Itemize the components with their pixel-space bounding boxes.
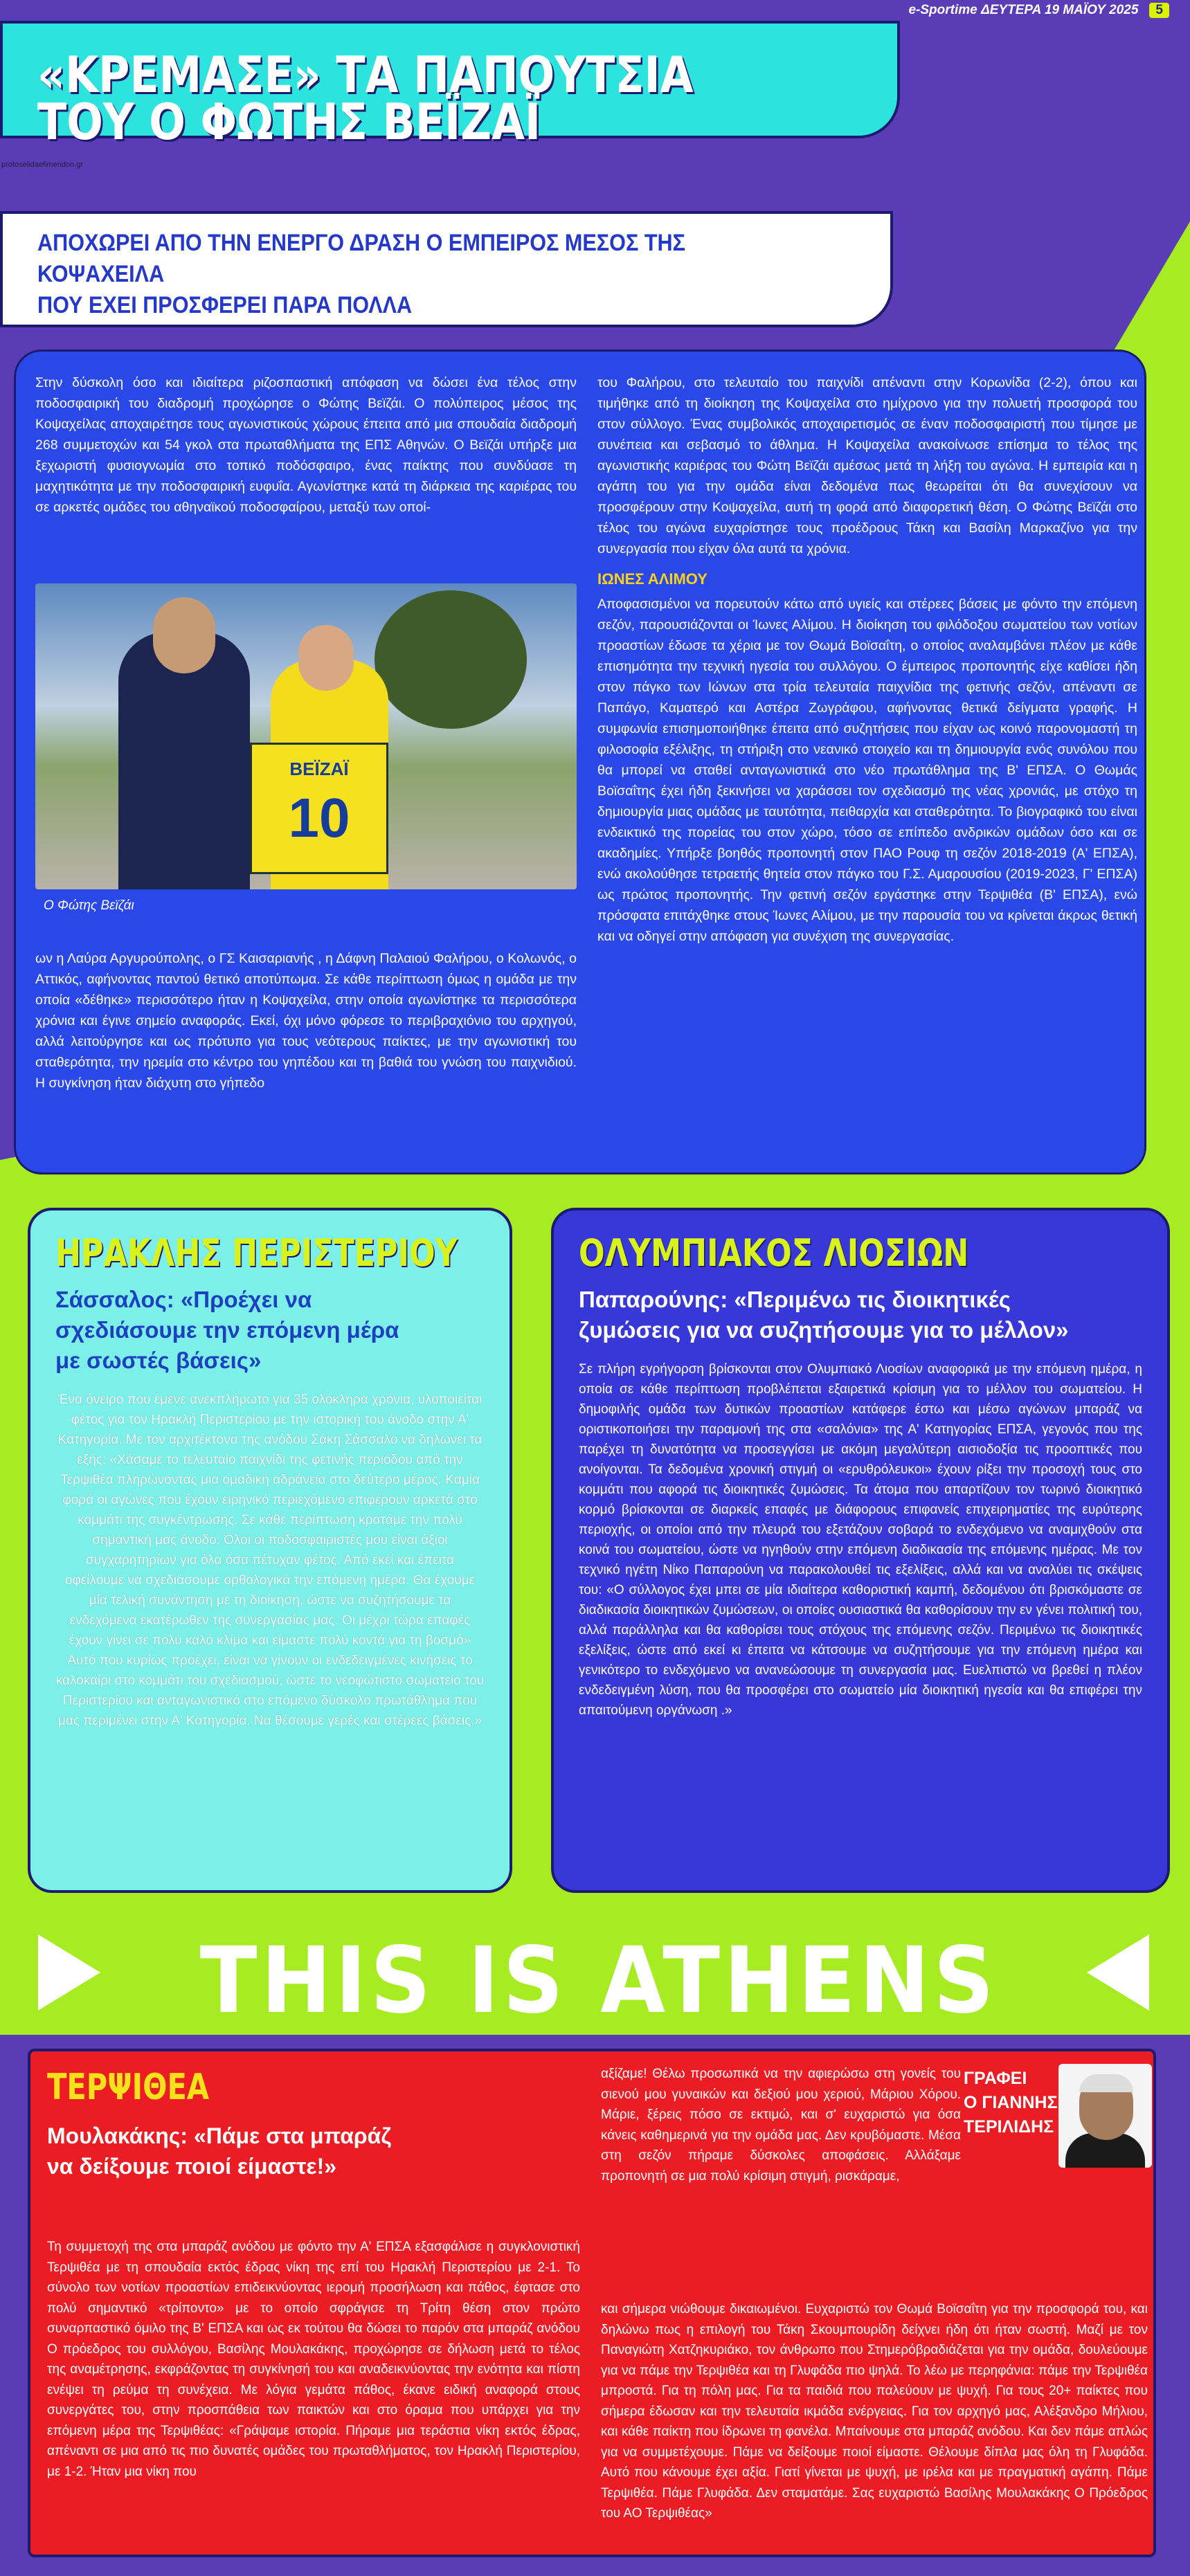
author-label: ΓΡΑΦΕΙ Ο ΓΙΑΝΝΗΣ ΤΕΡΙΛΙΔΗΣ	[964, 2069, 1058, 2137]
page-title: «ΚΡΕΜΑΣΕ» ΤΑ ΠΑΠΟΥΤΣΙΑ ΤΟΥ Ο ΦΩΤΗΣ ΒΕΪΖΑΪ	[37, 46, 694, 151]
banner-text: THIS IS ATHENS	[199, 1928, 998, 2034]
olympiakos-body: Σε πλήρη εγρήγορση βρίσκονται στον Ολυμπιακό Λιοσίων αναφορικά με την επόμενη ημέρα, η οποία σε κάθε περίπτωση προβλέπεται εξαιρετικά κρίσιμη για το μέλλον του σωματείου. Η δημοφιλής ομάδα των δυτικών προαστίων κατάφερε έστω και μέσω αγώνων μπαράζ να οριστικοποιήσει την παραμονή της στα «σαλόνια» της Α' Κατηγορίας ΕΠΣΑ, γεγονός που της παρέχει τη δυνατότητα να προσεγγίσει με ακόμη μεγαλύτερη αισιοδοξία τις προοπτικές που ανοίγονται. Τα δεδομένα χρονική στιγμή οι «ερυθρόλευκοι» έχουν ρίξει την προσοχή τους στο κομμάτι που αφορά τις διοικητικές ζυμώσεις. Τα άτομα που απαρτίζουν τον τωρινό διοικητικό κορμό βρίσκονται σε διαρκείς επαφές με διάφορους επιφανείς επιχειρηματίες της ευρύτερης περιοχής, οι οποίοι από την πλευρά του εξετάζουν σοβαρά το ενδεχόμενο να αναμιχθούν στα κοινά του σωματείου, ώστε να ηγηθούν στην επόμενη διαδικασία της επόμενης ημέρας. Με τον τεχνικό ηγέτη Νίκο Παπαρούνη να παρακολουθεί τις εξελίξεις, αλλά και να αναλύει τις σκέψεις του: «Ο σύλλογος έχει μπει σε μία ιδιαίτερα καθοριστική καμπή, δεδομένου ότι βρισκόμαστε σε διαδικασία διοικητικών ζυμώσεων, οι οποίες ουσιαστικά θα καθορίσουν την εν γένει πολιτική του, αλλά παράλληλα και θα καθορίσει τους στόχους της επόμενης σεζόν. Περιμένω τις διοικητικές εξελίξεις, ώστε από εκεί κι έπειτα να κάτσουμε να συζητήσουμε για την επόμενη ημέρα και γενικότερο το ενδεχόμενο να ανανεώσουμε τη συνεργασία μας. Ευελπιστώ να βρεθεί η πλέον ενδεδειγμένη λύση, που θα προσφέρει στο σωματείο μία διοικητική ηγεσία και θα επιφέρει την απαιτούμενη οργάνωση .»	[579, 1362, 1142, 1718]
page-number: 5	[1149, 3, 1169, 18]
author-block	[958, 2064, 1152, 2289]
olympiakos-team-title: ΟΛΥΜΠΙΑΚΟΣ ΛΙΟΣΙΩΝ	[579, 1231, 969, 1275]
photo-person-left-head	[153, 597, 215, 673]
terpsithea-column-2: αξίζαμε! Θέλω προσωπικά να την αφιερώσω στη γονείς του σιενού μου γυναικών και δεξιού μου χεριού, Μάριου Χόρου. Μάριε, ξέρεις πόσο σε εκτιμώ, και σ' ευχαριστώ για όσα κάνεις καθημερινά για την ομάδα μας. Δεν κρυβόμαστε. Μέσα στη σεζόν πήραμε δύσκολες αποφάσεις. Αλλάξαμε προπονητή σε μια πολύ κρίσιμη στιγμή, ρισκάραμε,	[601, 2067, 961, 2184]
heraklis-box	[28, 1208, 512, 1893]
terpsithea-headline: Μουλακάκης: «Πάμε στα μπαράζ να δείξουμε ποιοί είμαστε!»	[47, 2123, 392, 2179]
olympiakos-box	[551, 1208, 1170, 1893]
title-box	[0, 21, 900, 151]
jersey-name: ΒΕΪΖΑΪ	[289, 759, 349, 779]
photo-tree	[375, 590, 527, 729]
page-header	[0, 0, 1190, 21]
triangle-right-icon	[1087, 1934, 1149, 2011]
photo-person-right-head	[298, 625, 354, 691]
article-column-2	[597, 372, 1137, 947]
article-column-2-bottom: Αποφασισμένοι να πορευτούν κάτω από υγιείς και στέρεες βάσεις με φόντο την επόμενη σεζόν, παρουσιάζονται οι Ίωνες Αλίμου. Η διοίκηση του φιλόδοξου σωματείου των νοτίων προαστίων έδωσε τα χέρια με τον Θωμά Βοϊσαΐτη, ο οποίος αναλαμβάνει πλέον με κάθε επισημότητα την τεχνική ηγεσία του συλλόγου. Ο έμπειρος προπονητής είχε καθίσει ήδη στον πάγκο των Ιώνων στα τρία τελευταία παιχνίδια της φετινής σεζόν, απέναντι σε Παπάγο, Καματερό και Αστέρα Ζωγράφου, αφήνοντας θετικά δείγματα γραφής. Η συμφωνία επισημοποιήθηκε έπειτα από συζητήσεις που είχαν ως κοινό παρονομαστή τη φιλοσοφία εξέλιξης, τη στήριξη στο νεανικό στοιχείο και τη δημιουργία ενός συνόλου που θα μπορεί να σταθεί ανταγωνιστικά στο νέο πρωτάθλημα της Β' ΕΠΣΑ. Ο Θωμάς Βοϊσαΐτης έχει ήδη ξεκινήσει να χαράσσει τον σχεδιασμό της νέας χρονιάς, με στόχο τη δημιουργία μιας ομάδας με ταυτότητα, πειθαρχία και σταθερότητα. Το βιογραφικό του είναι ενδεικτικό της πορείας του στον χώρο, τόσο σε επίπεδο ανδρικών ομάδων όσο και σε ακαδημίες. Υπήρξε βοηθός προπονητή στον ΠΑΟ Ρουφ τη σεζόν 2018-2019 (Α' ΕΠΣΑ), ενώ ακολούθησε τετραετής θητεία στον πάγκο του Γ.Σ. Αμαρουσίου (2019-2023, Γ' ΕΠΣΑ) ως πρώτος προπονητής. Την φετινή σεζόν εργάστηκε στην Τερψιθέα (Β' ΕΠΣΑ), ενώ πρόσφατα επιτάχθηκε στους Ίωνες Αλίμου, με την παρουσία του να κρίνεται άκρως θετική και να οδηγεί στην απόφαση για συνέχιση της συνεργασίας.	[597, 597, 1137, 944]
photo-caption: Ο Φώτης Βεϊζάι	[44, 898, 134, 913]
subtitle-box	[0, 211, 893, 327]
heraklis-team-title: ΗΡΑΚΛΗΣ ΠΕΡΙΣΤΕΡΙΟΥ	[55, 1231, 458, 1275]
jersey-number: 10	[288, 787, 350, 849]
triangle-left-icon	[38, 1934, 100, 2011]
section-subheading: ΙΩΝΕΣ ΑΛΙΜΟΥ	[597, 570, 707, 588]
heraklis-body: Ένα όνειρο που έμενε ανεκπλήρωτο για 35 ολόκληρα χρόνια, υλοποιείται φέτος για τον Ηρακλή Περιστερίου με την ιστορική του άνοδο στην Α' Κατηγορία. Με τον αρχιτέκτονα της ανόδου Σάκη Σάσσαλο να δηλώνει τα εξής: «Χάσαμε το τελευταίο παιχνίδι της φετινής περιόδου από την Τερψιθέα πληρώνοντας μια ομαδική αδράνεια στο δεύτερο μέρος. Καμία φορά οι αγώνες που έχουν ειρηνικό περιεχόμενο επιφέρουν αρκετά στο κομμάτι της συγκέντρωσης. Σε κάθε περίπτωση κρατάμε την πολύ σημαντική μας άνοδο. Όλοι οι ποδοσφαιριστές μου είναι άξιοι συγχαρητηρίων για όλα όσα πέτυχαν φέτος. Από εκεί και έπειτα οφείλουμε να σχεδιάσουμε ορθολογικά την επόμενη ημέρα. Θα έχουμε μία τελική συνάντηση με τη διοίκηση, ώστε να συζητήσουμε τα ενδεχόμενα εκατέρωθεν της συνεργασίας μας. Οι μέχρι τώρα επαφές έχουν γίνει σε πολύ καλό κλίμα και είμαστε πολύ κοντά για τη βοσμό» Αυτό που κυρίως προέχει, είναι να γίνουν οι ενδεδειγμένες κινήσεις το καλοκαίρι στο κομμάτι του σχεδιασμού, ώστε το νεοφώτιστο σωματείο του Περιστερίου και ανταγωνιστικό στο επόμενο δύσκολο πρωτάθλημα που μας περιμένει στην Α' Κατηγορία. Να θέσουμε γερές και στέρεες βάσεις.»	[55, 1393, 485, 1728]
heraklis-headline: Σάσσαλος: «Προέχει να σχεδιάσουμε την επόμενη μέρα με σωστές βάσεις»	[55, 1287, 399, 1373]
terpsithea-team-title: ΤΕΡΨΙΘΕΑ	[47, 2067, 210, 2108]
terpsithea-box	[28, 2049, 1156, 2557]
article-column-2-top: του Φαλήρου, στο τελευταίο του παιχνίδι απέναντι στην Κορωνίδα (2-2), όπου και τιμήθηκε από τη διοίκηση της Κοψαχείλα στο ημίχρονο για την πολυετή προσφορά του στον σύλλογο. Ένας συμβολικός αποχαιρετισμός σε έναν ποδοσφαιριστή που τίμησε με συνέπεια και σεβασμό το άθλημα. Η Κοψαχείλα ανακοίνωσε επίσημα το τέλος της αγωνιστικής καριέρας του Φώτη Βεϊζάι αμέσως μετά τη λήξη του αγώνα. Η εμπειρία και η αγάπη του για την ομάδα είναι δεδομένα πως θεωρείται ότι θα συνεχίσουν να προσφέρουν στην Κοψαχείλα, αυτή τη φορά από διαφορετική θέση. Ο Φώτης Βεϊζάι στο τέλος του αγώνα ευχαρίστησε τους προέδρους Τάκη και Βασίλη Μαρκαζίνο για την συνεργασία που είχαν όλα αυτά τα χρόνια.	[597, 375, 1137, 556]
article-photo	[35, 583, 577, 889]
terpsithea-column-3: και σήμερα νιώθουμε δικαιωμένοι. Ευχαριστώ τον Θωμά Βοϊσαΐτη για την προσφορά του, και δηλώνω πως η επιλογή του Τάκη Σκουμπουρίδη δείχνει ήδη ότι ήταν σωστή. Μαζί με τον Παναγιώτη Χατζηκυριάκο, τον άνθρωπο που Στημερόβραδιάζεται για την ομάδα, δουλεύουμε για να πάμε την Τερψιθέα και τη Γλυφάδα πιο ψηλά. Το λέω με περηφάνια: πάμε την Τερψιθέα μπροστά. Για τη πόλη μας. Για τα παιδιά που παλεύουν με ψυχή. Για τους 20+ παίκτες που σήμερα έδωσαν και την τελευταία ικμάδα ενέργειας. Για τον αρχηγό μας, Αλέξανδρο Μήλιου, και κάθε παίκτη που ίδρωνει τη φανέλα. Μπαίνουμε στα μπαράζ ανόδου. Και δεν πάμε απλώς για να συμμετέχουμε. Πάμε να δείξουμε ποιοί είμαστε. Θέλουμε δίπλα μας όλη τη Γλυφάδα. Αυτό που κάνουμε έχει αξία. Γιατί γίνεται με ψυχή, με ιρέλα και με πραγματική αγάπη. Πάμε Τερψιθέα. Πάμε Γλυφάδα. Δεν σταματάμε. Σας ευχαριστώ Βασίλης Μουλακάκης Ο Πρόεδρος του ΑΟ Τερψιθέας»	[601, 2302, 1148, 2521]
page-subtitle: ΑΠΟΧΩΡΕΙ ΑΠΟ ΤΗΝ ΕΝΕΡΓΟ ΔΡΑΣΗ Ο ΕΜΠΕΙΡΟΣ ΜΕΣΟΣ ΤΗΣ ΚΟΨΑΧΕΙΛΑ ΠΟΥ ΕΧΕΙ ΠΡΟΣΦΕΡΕΙ ΠΑΡΑ ΠΟΛΛΑ	[37, 230, 685, 318]
olympiakos-headline: Παπαρούνης: «Περιμένω τις διοικητικές ζυμώσεις για να συζητήσουμε για το μέλλον»	[579, 1287, 1069, 1343]
photo-jersey	[250, 743, 388, 874]
author-hair	[1079, 2074, 1133, 2092]
author-photo	[1058, 2064, 1152, 2168]
terpsithea-column-1: Τη συμμετοχή της στα μπαράζ ανόδου με φόντο την Α' ΕΠΣΑ εξασφάλισε η συγκλονιστική Τερψιθέα με τη σπουδαία εκτός έδρας νίκη της επί του Ηρακλή Περιστερίου με 2-1. Το σύνολο των νοτίων προαστίων επιδεικνύοντας ιερομή προσήλωση και πάθος, έφτασε στο πολύ σημαντικό «τρίποντο» με το οποίο σφράγισε τη Τρίτη θέση στον πρώτο συναρπαστικό όμιλο της Β' ΕΠΣΑ και ως εκ τούτου θα δώσει το παρόν στα μπαράζ ανόδου Ο πρόεδρος του συλλόγου, Βασίλης Μουλακάκης, προχώρησε σε δήλωση μετά το τέλος της αναμέτρησης, εκφράζοντας τη συγκίνησή του και αναδεικνύοντας την ενότητα και πίστη ενέψει τη ρεύμα τη συνέχεια. Με λόγια γεμάτα πάθος, έκανε ειδική αναφορά στους συνεργάτες του, στην προσπάθεια των παικτών και στο όραμα που υπάρχει για την επόμενη μέρα της Τερψιθέας: «Γράψαμε ιστορία. Πήραμε μια τεράστια νίκη εκτός έδρας, απέναντι σε μια από τις πιο δυνατές ομάδες του πρωταθλήματος, τον Ηρακλή Περιστερίου, με 1-2. Ήταν μια νίκη που	[47, 2240, 580, 2479]
article-column-1-bottom: ων η Λαύρα Αργυρούπολης, ο ΓΣ Καισαριανής , η Δάφνη Παλαιού Φαλήρου, ο Κολωνός, ο Αττικός, αφήνοντας παντού θετικό αποτύπωμα. Σε κάθε περίπτωση όμως η ομάδα με την οποία «δέθηκε» περισσότερο ήταν η Κοψαχείλα, στην οποία αγωνίστηκε τα περισσότερα χρόνια και έγινε σημείο αναφοράς. Εκεί, όχι μόνο φόρεσε το περιβραχιόνιο του αρχηγού, αλλά λειτούργησε και ως πρότυπο για τους νεότερους παίκτες, με την αγωνιστική του σταθερότητα, την ηρεμία στο κέντρο του γηπέδου και τη βαθιά του γνώση του παιχνιδιού. Η συγκίνηση ήταν διάχυτη στο γήπεδο	[35, 951, 577, 1091]
paper-name-date: e-Sportime ΔΕΥΤΕΡΑ 19 ΜΑΪΟΥ 2025	[908, 3, 1139, 17]
watermark: protoselidaefimeridon.gr	[1, 161, 84, 169]
this-is-athens-banner	[0, 1928, 1190, 2034]
article-column-1-top: Στην δύσκολη όσο και ιδιαίτερα ριζοσπαστική απόφαση να δώσει ένα τέλος στην ποδοσφαιρική του διαδρομή προχώρησε ο Φώτης Βεϊζάι. Ο πολύπειρος μέσος της Κοψαχείλας αποχαιρέτησε τους αγωνιστικούς χώρους έπειτα από μια σπουδαία διαδρομή 268 συμμετοχών και 54 γκολ στα πρωταθλήματα της ΕΠΣ Αθηνών. Ο Βεϊζάι υπήρξε μια ξεχωριστή φυσιογνωμία στο τοπικό ποδόσφαιρο, ένας παίκτης που συνδύασε τη μαχητικότητα με την ποδοσφαιρική ευφυΐα. Αγωνίστηκε κατά τη διάρκεια της καριέρας του σε αρκετές ομάδες του αθηναϊκού ποδοσφαίρου, μεταξύ των οποί-	[35, 375, 577, 515]
main-article	[14, 350, 1146, 1174]
